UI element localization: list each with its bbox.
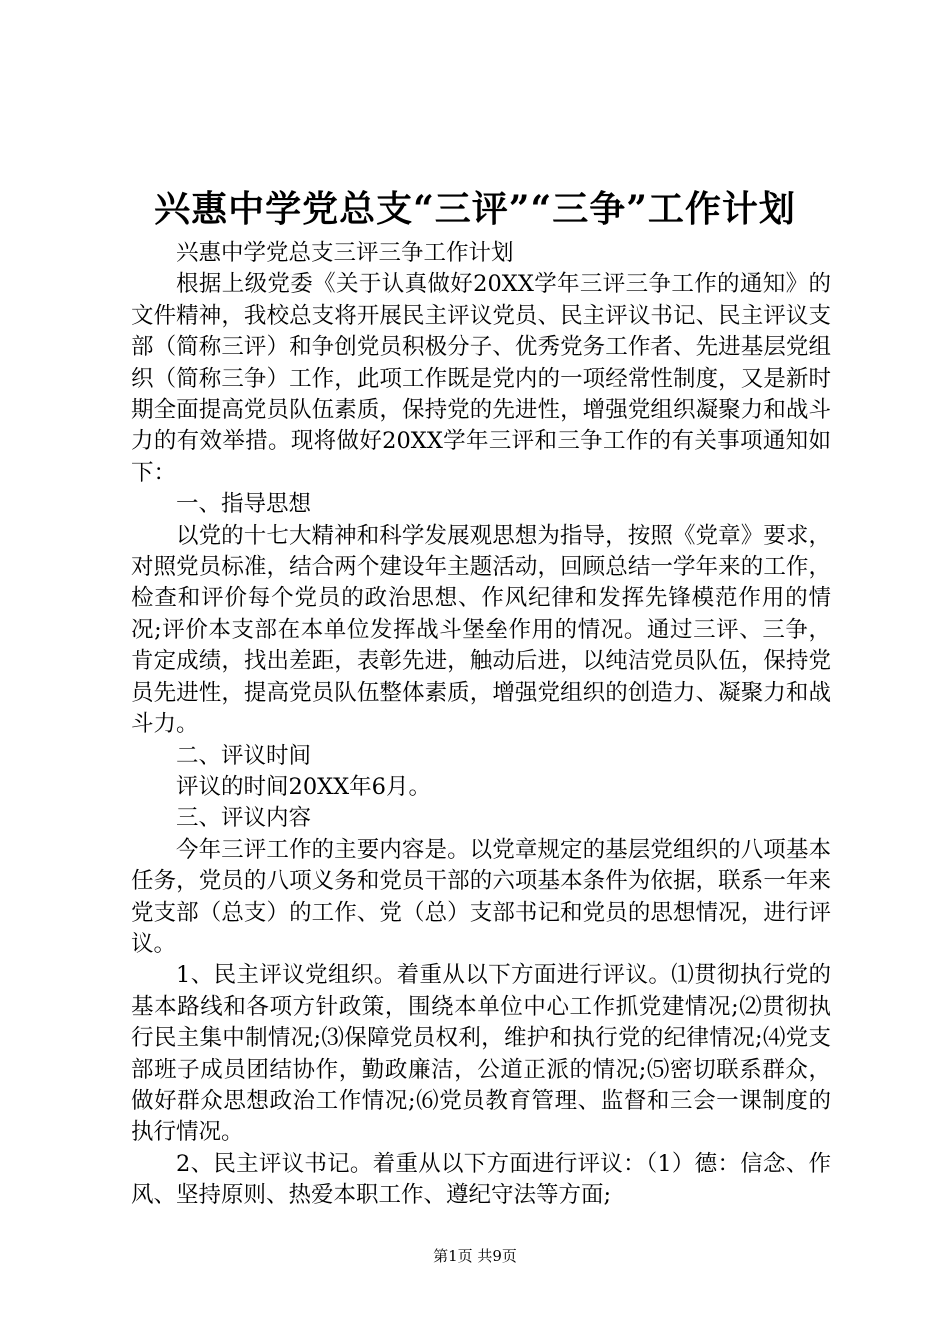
section-heading-guiding-thought: 一、指导思想 [176,491,312,518]
section-heading-review-time: 二、评议时间 [176,742,312,769]
review-content-paragraph: 今年三评工作的主要内容是。以党章规定的基层党组织的八项基本任务，党员的八项义务和党员干部的六项基本条件为依据，联系一年来党支部（总支）的工作、党（总）支部书记和党员的思想情况，进行评议。 [131,836,831,957]
section-heading-review-content: 三、评议内容 [176,805,312,832]
review-party-organization-paragraph: 1、民主评议党组织。着重从以下方面进行评议。⑴贯彻执行党的基本路线和各项方针政策，围绕本单位中心工作抓党建情况;⑵贯彻执行民主集中制情况;⑶保障党员权利，维护和执行党的纪律情况;⑷党支部班子成员团结协作，勤政廉洁，公道正派的情况;⑸密切联系群众，做好群众思想政治工作情况;⑹党员教育管理、监督和三会一课制度的执行情况。 [131,962,831,1146]
review-time-paragraph: 评议的时间20XX年6月。 [176,773,431,800]
document-title: 兴惠中学党总支“三评”“三争”工作计划 [154,188,796,230]
page-footer: 第1页 共9页 [433,1247,517,1265]
guiding-thought-paragraph: 以党的十七大精神和科学发展观思想为指导，按照《党章》要求，对照党员标准，结合两个建设年主题活动，回顾总结一学年来的工作，检查和评价每个党员的政治思想、作风纪律和发挥先锋模范作用的情况;评价本支部在本单位发挥战斗堡垒作用的情况。通过三评、三争，肯定成绩，找出差距，表彰先进，触动后进，以纯洁党员队伍，保持党员先进性，提高党员队伍整体素质，增强党组织的创造力、凝聚力和战斗力。 [131,522,831,738]
intro-paragraph: 根据上级党委《关于认真做好20XX学年三评三争工作的通知》的文件精神，我校总支将开展民主评议党员、民主评议书记、民主评议支部（简称三评）和争创党员积极分子、优秀党务工作者、先进基层党组织（简称三争）工作，此项工作既是党内的一项经常性制度，又是新时期全面提高党员队伍素质，保持党的先进性，增强党组织凝聚力和战斗力的有效举措。现将做好20XX学年三评和三争工作的有关事项通知如下： [131,271,831,486]
review-secretary-paragraph: 2、民主评议书记。着重从以下方面进行评议：（1）德：信念、作风、坚持原则、热爱本职工作、遵纪守法等方面; [131,1150,831,1209]
subtitle-paragraph: 兴惠中学党总支三评三争工作计划 [176,240,514,266]
document-body [131,238,831,1212]
